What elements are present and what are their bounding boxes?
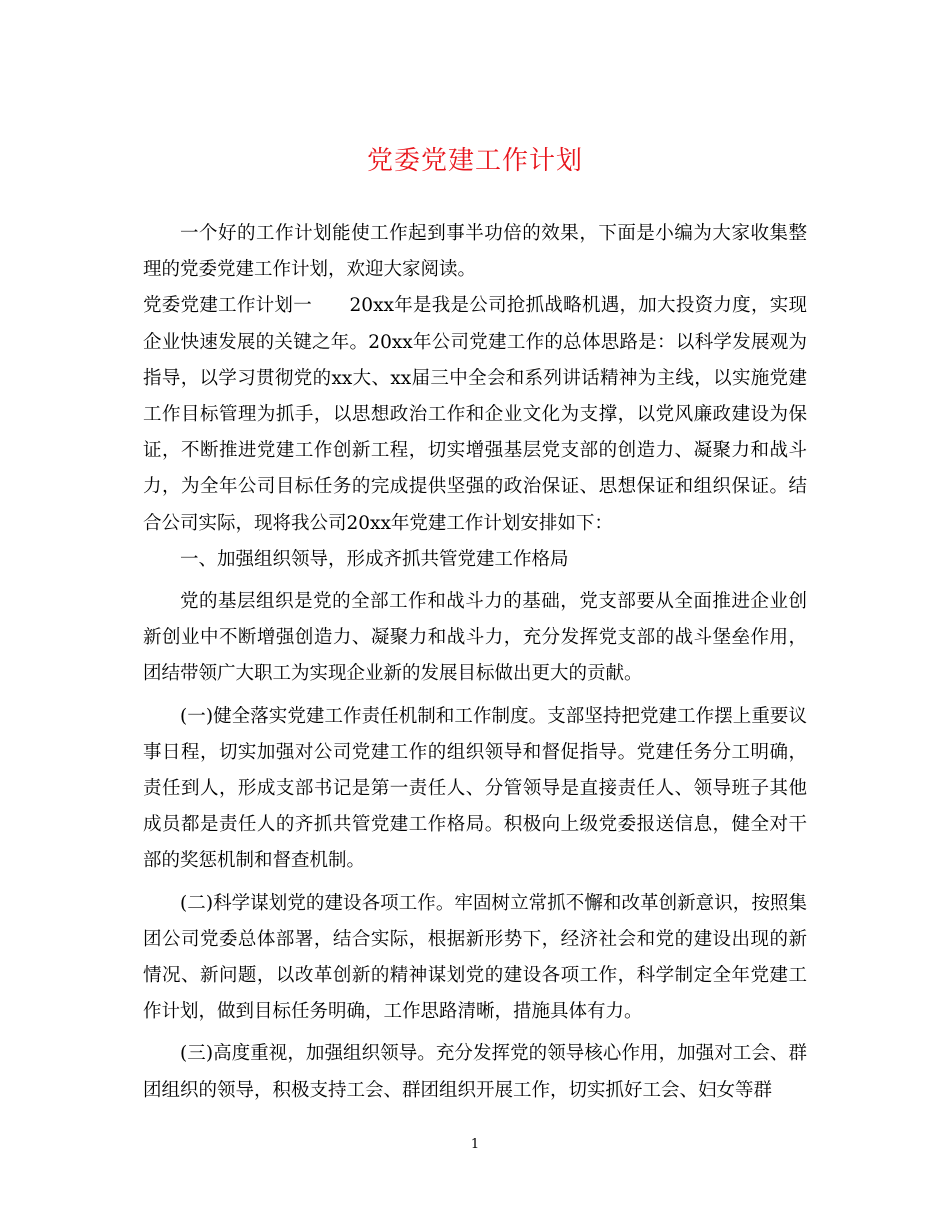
section-heading-one: 一、加强组织领导，形成齐抓共管党建工作格局 bbox=[180, 548, 569, 570]
intro-paragraph: 一个好的工作计划能使工作起到事半功倍的效果，下面是小编为大家收集整理的党委党建工作计划，欢迎大家阅读。 bbox=[143, 223, 807, 281]
plan-one-paragraph: 党委党建工作计划一 20xx年是我是公司抢抓战略机遇，加大投资力度，实现企业快速发展的关键之年。20xx年公司党建工作的总体思路是：以科学发展观为指导，以学习贯彻党的xx大、xx届三中全会和系列讲话精神为主线，以实施党建工作目标管理为抓手，以思想政治工作和企业文化为支撑，以党风廉政建设为保证，不断推进党建工作创新工程，切实增强基层党支部的创造力、凝聚力和战斗力，为全年公司目标任务的完成提供坚强的政治保证、思想保证和组织保证。结合公司实际，现将我公司20xx年党建工作计划安排如下： bbox=[143, 295, 807, 534]
document-body bbox=[143, 216, 807, 1109]
document-title: 党委党建工作计划 bbox=[366, 146, 583, 176]
body-paragraph: 党的基层组织是党的全部工作和战斗力的基础，党支部要从全面推进企业创新创业中不断增强创造力、凝聚力和战斗力，充分发挥党支部的战斗堡垒作用，团结带领广大职工为实现企业新的发展目标做出更大的贡献。 bbox=[143, 591, 807, 685]
body-paragraph: (二)科学谋划党的建设各项工作。牢固树立常抓不懈和改革创新意识，按照集团公司党委总体部署，结合实际，根据新形势下，经济社会和党的建设出现的新情况、新问题，以改革创新的精神谋划党的建设各项工作，科学制定全年党建工作计划，做到目标任务明确，工作思路清晰，措施具体有力。 bbox=[143, 892, 807, 1023]
body-paragraph: (三)高度重视，加强组织领导。充分发挥党的领导核心作用，加强对工会、群团组织的领导，积极支持工会、群团组织开展工作，切实抓好工会、妇女等群 bbox=[143, 1043, 807, 1101]
page-number: 1 bbox=[470, 1137, 480, 1152]
body-paragraph: (一)健全落实党建工作责任机制和工作制度。支部坚持把党建工作摆上重要议事日程，切实加强对公司党建工作的组织领导和督促指导。党建任务分工明确，责任到人，形成支部书记是第一责任人、分管领导是直接责任人、领导班子其他成员都是责任人的齐抓共管党建工作格局。积极向上级党委报送信息，健全对干部的奖惩机制和督查机制。 bbox=[143, 705, 807, 872]
